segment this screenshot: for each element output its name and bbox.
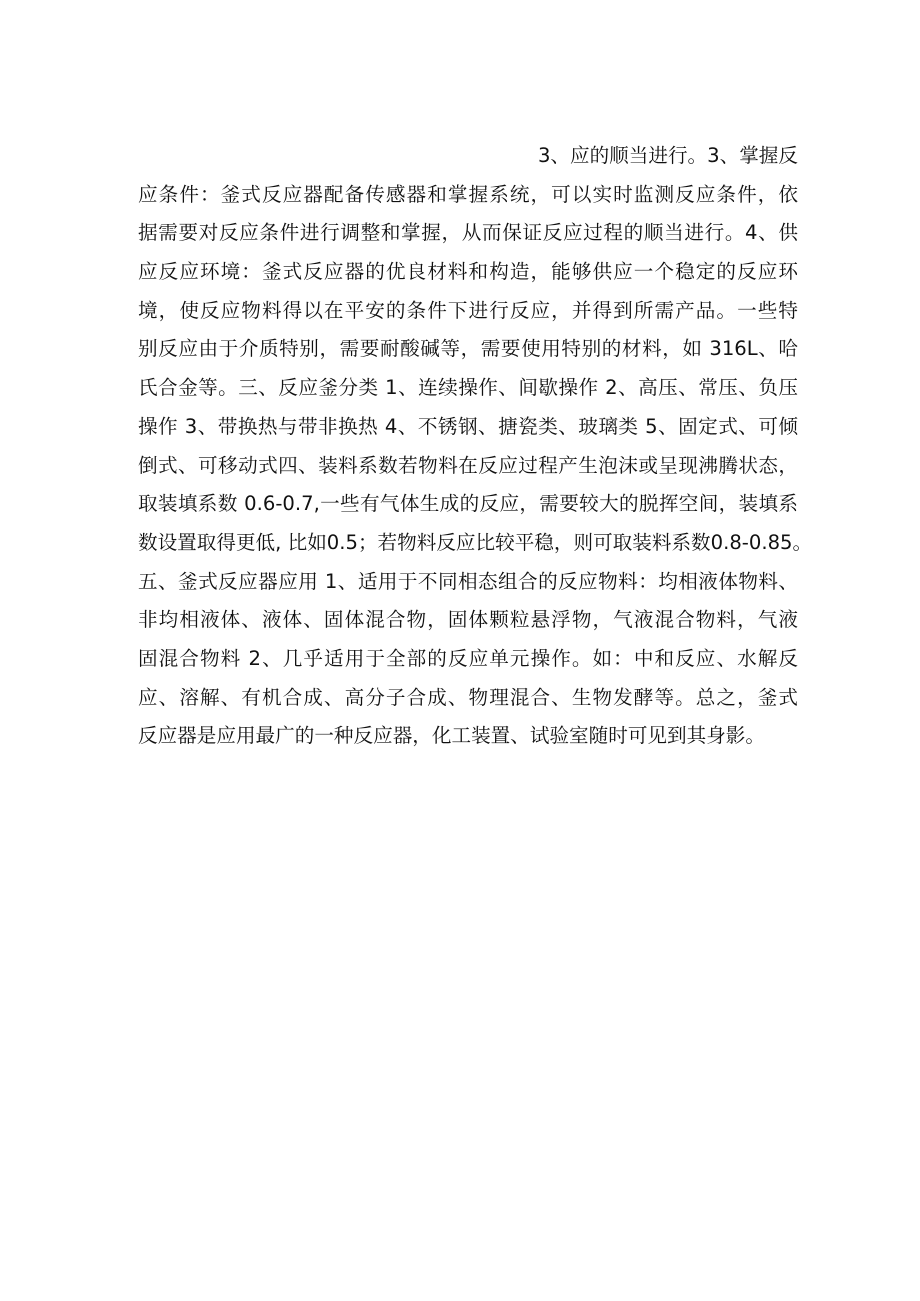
text-line-7: 氏合金等。三、反应釜分类 1、连续操作、间歇操作 2、高压、常压、负压 [138, 376, 798, 400]
text-line-2: 应条件：釜式反应器配备传感器和掌握系统，可以实时监测反应条件，依 [138, 182, 798, 206]
text-line-12: 五、釜式反应器应用 1、适用于不同相态组合的反应物料：均相液体物料、 [138, 569, 798, 593]
text-line-3: 据需要对反应条件进行调整和掌握，从而保证反应过程的顺当进行。4、供 [138, 221, 798, 245]
text-line-9: 倒式、可移动式四、装料系数若物料在反应过程产生泡沫或呈现沸腾状态， [138, 453, 798, 477]
text-line-6: 别反应由于介质特别，需要耐酸碱等，需要使用特别的材料，如 316L、哈 [138, 337, 798, 361]
text-line-13: 非均相液体、液体、固体混合物，固体颗粒悬浮物，气液混合物料，气液 [138, 608, 798, 632]
text-line-8: 操作 3、带换热与带非换热 4、不锈钢、搪瓷类、玻璃类 5、固定式、可倾 [138, 414, 798, 438]
text-line-10: 取装填系数 0.6-0.7,一些有气体生成的反应，需要较大的脱挥空间，装填系 [138, 492, 798, 516]
text-line-11: 数设置取得更低, 比如0.5；若物料反应比较平稳，则可取装料系数0.8-0.85。 [138, 530, 813, 554]
text-line-5: 境，使反应物料得以在平安的条件下进行反应，并得到所需产品。一些特 [138, 298, 798, 322]
text-line-1: 3、应的顺当进行。3、掌握反 [537, 144, 798, 167]
text-line-14: 固混合物料 2、几乎适用于全部的反应单元操作。如：中和反应、水解反 [138, 646, 798, 670]
text-line-15: 应、溶解、有机合成、高分子合成、物理混合、生物发酵等。总之，釜式 [138, 685, 798, 709]
text-line-4: 应反应环境：釜式反应器的优良材料和构造，能够供应一个稳定的反应环 [138, 260, 798, 284]
text-line-16: 反应器是应用最广的一种反应器，化工装置、试验室随时可见到其身影。 [138, 724, 765, 748]
body-text [138, 137, 813, 756]
